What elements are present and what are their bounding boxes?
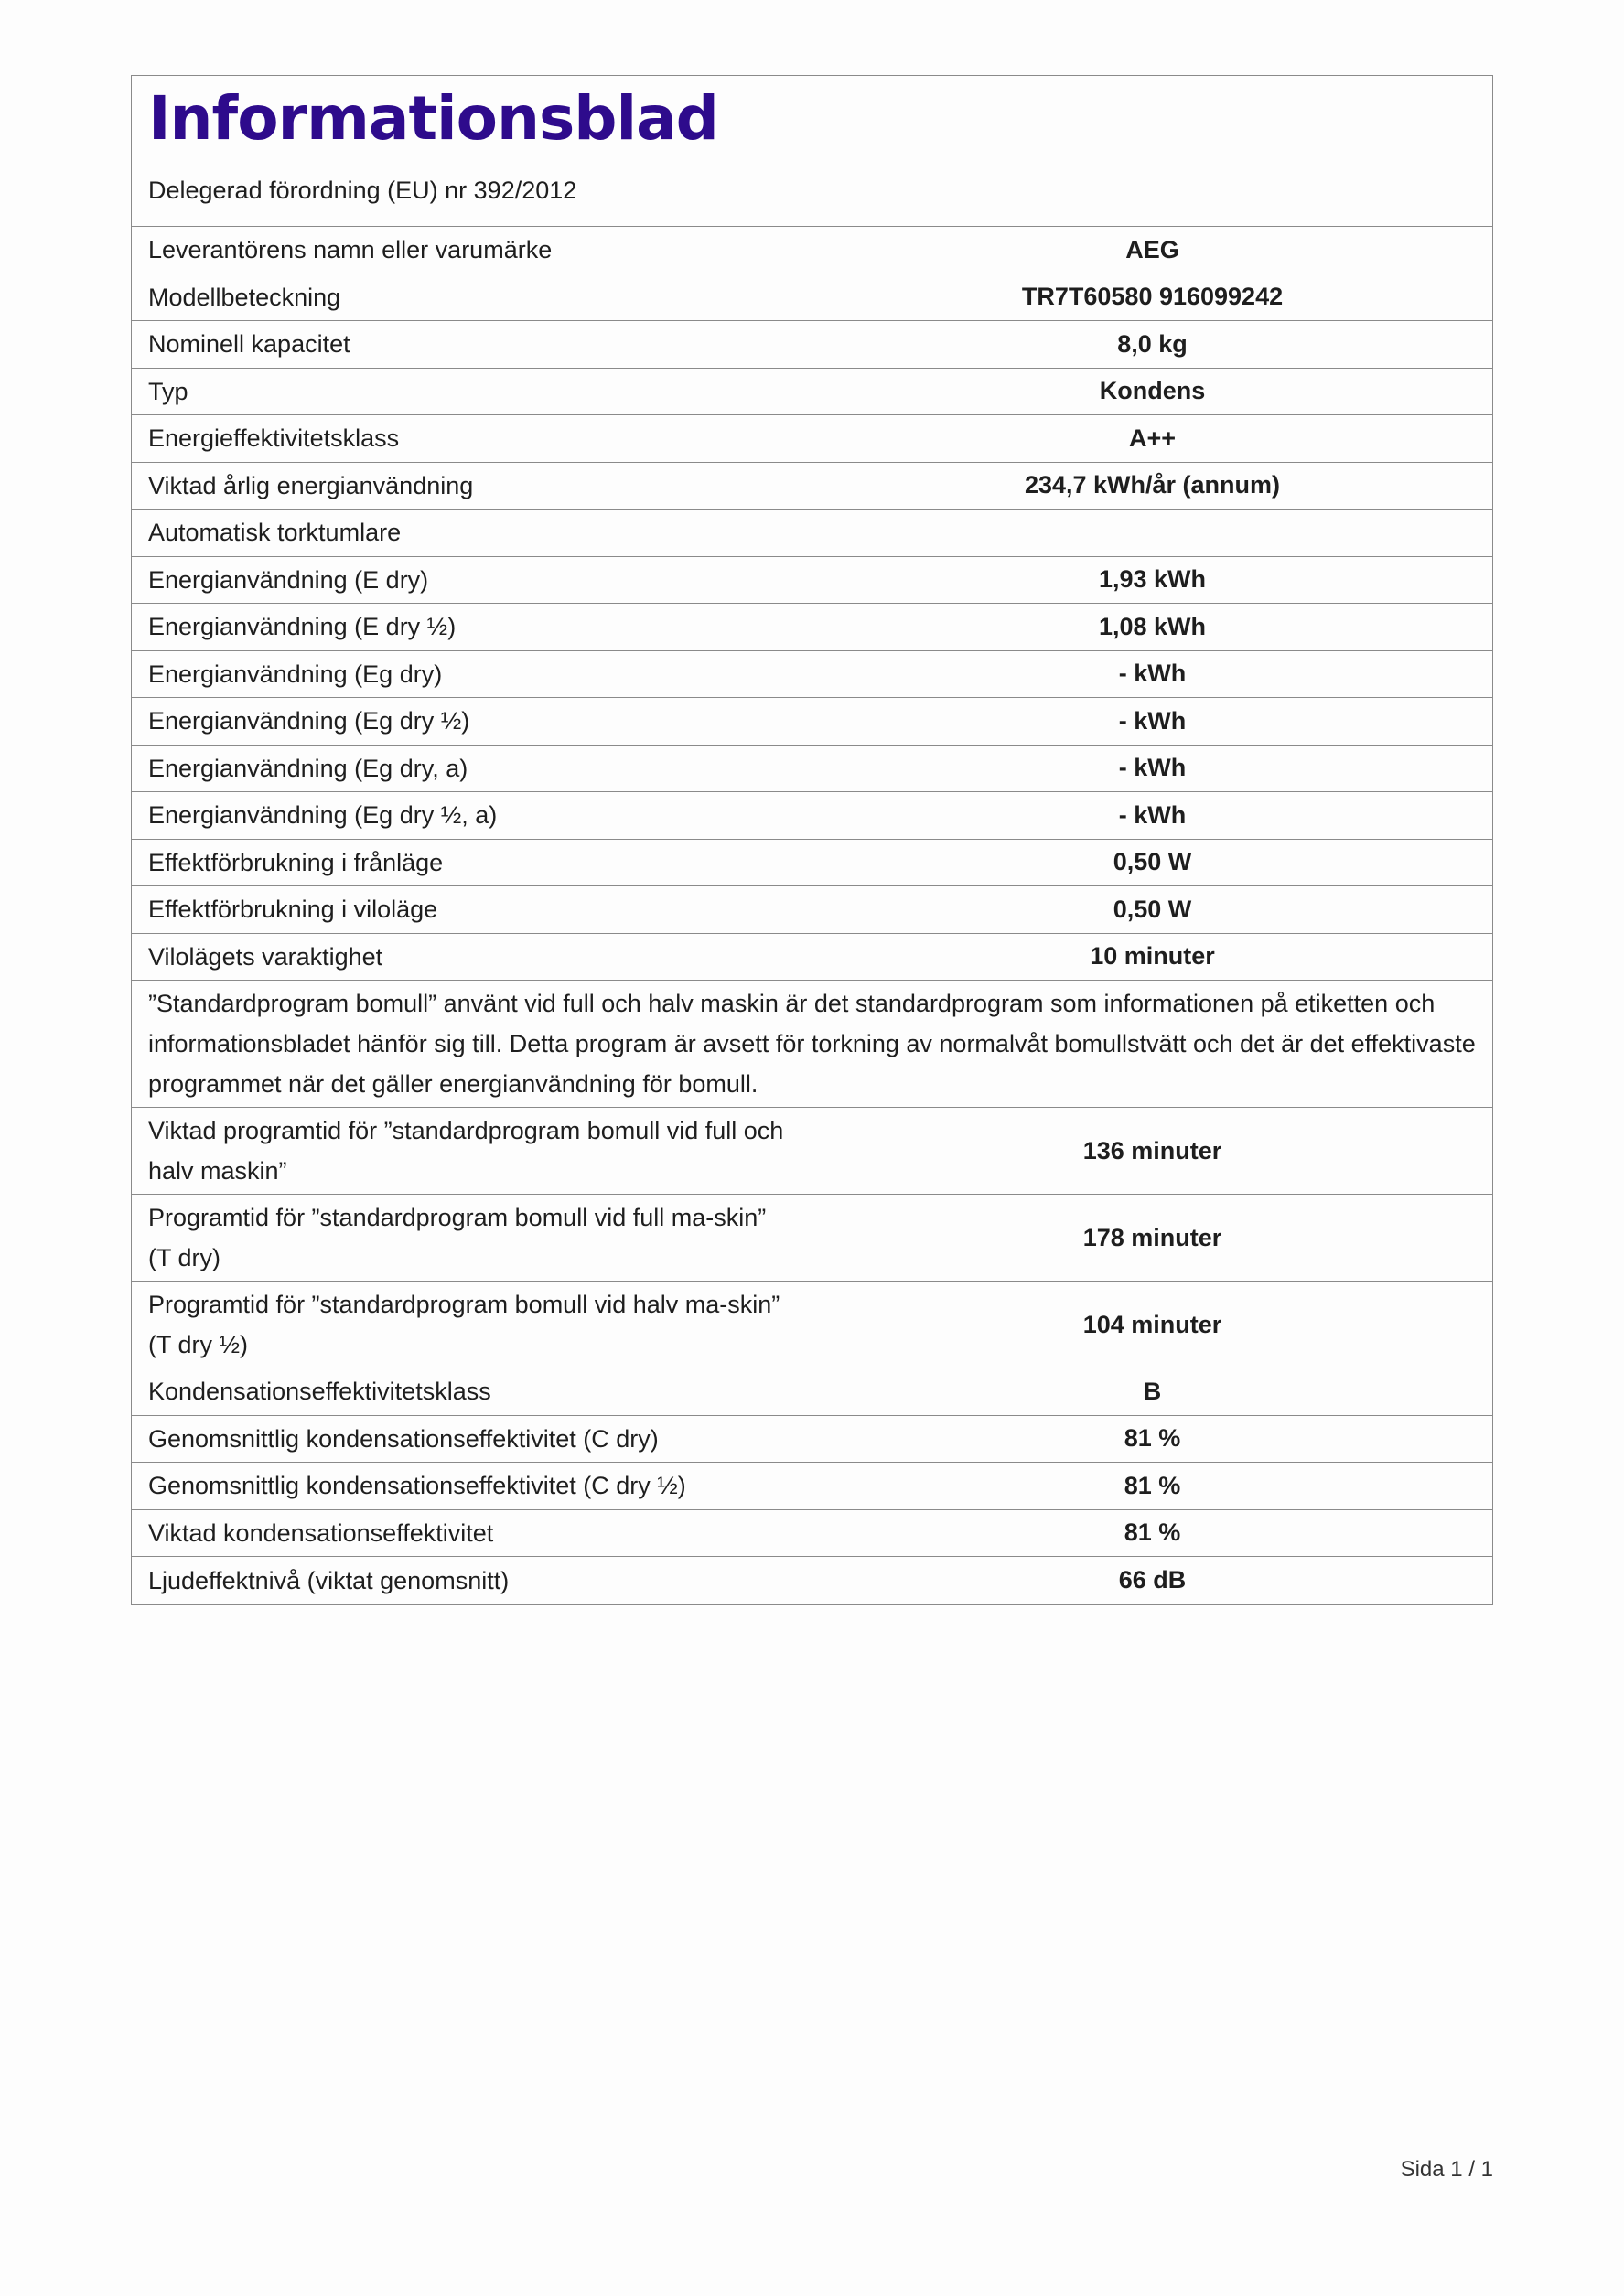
row-weighted-condensation — [132, 1510, 1492, 1558]
row-value: TR7T60580 916099242 — [1021, 283, 1284, 311]
row-standard-program-note — [132, 981, 1492, 1108]
row-label: Automatisk torktumlare — [148, 519, 402, 547]
row-power-off-mode — [132, 840, 1492, 887]
row-label: Viktad årlig energianvändning — [132, 463, 812, 510]
row-value: 81 % — [1124, 1518, 1181, 1547]
row-label: Energianvändning (Eg dry ½) — [132, 698, 812, 745]
row-annual-energy — [132, 463, 1492, 510]
row-energy-e-dry — [132, 557, 1492, 605]
row-energy-eg-dry-a — [132, 746, 1492, 793]
row-label: Genomsnittlig kondensationseffektivitet (C dry) — [132, 1416, 812, 1463]
row-label: Energieffektivitetsklass — [132, 415, 812, 462]
row-value: A++ — [1128, 424, 1177, 452]
page-title: Informationsblad — [148, 83, 718, 154]
row-label: Genomsnittlig kondensationseffektivitet (C dry ½) — [132, 1463, 812, 1509]
row-value: - kWh — [1118, 800, 1187, 829]
row-type — [132, 369, 1492, 416]
row-supplier — [132, 227, 1492, 274]
row-label: Programtid för ”standardprogram bomull vid halv ma-skin” (T dry ½) — [132, 1282, 812, 1368]
row-energy-eg-dry-half — [132, 698, 1492, 746]
row-label: Kondensationseffektivitetsklass — [132, 1368, 812, 1415]
row-label: Nominell kapacitet — [132, 321, 812, 368]
sheet-header — [132, 76, 1492, 227]
row-label: Ljudeffektnivå (viktat genomsnitt) — [132, 1557, 812, 1604]
row-value: 136 minuter — [1082, 1136, 1222, 1164]
row-label: Typ — [132, 369, 812, 415]
row-value: Kondens — [1099, 377, 1206, 405]
row-value: 234,7 kWh/år (annum) — [1024, 471, 1281, 499]
row-value: 81 % — [1124, 1424, 1181, 1453]
row-label: Viktad kondensationseffektivitet — [132, 1510, 812, 1557]
row-sound-power — [132, 1557, 1492, 1604]
row-value: 1,93 kWh — [1098, 565, 1207, 594]
row-left-on-duration — [132, 934, 1492, 982]
row-label: Modellbeteckning — [132, 274, 812, 321]
row-energy-eg-dry-half-a — [132, 792, 1492, 840]
row-value: 8,0 kg — [1117, 329, 1188, 358]
row-label: Programtid för ”standardprogram bomull vid full ma-skin” (T dry) — [132, 1195, 812, 1281]
row-label: Effektförbrukning i frånläge — [132, 840, 812, 886]
row-condensation-class — [132, 1368, 1492, 1416]
row-automatic-dryer — [132, 510, 1492, 557]
row-value: 66 dB — [1118, 1566, 1187, 1594]
row-value: 0,50 W — [1113, 895, 1192, 923]
row-condensation-c-dry — [132, 1416, 1492, 1464]
row-value: 81 % — [1124, 1471, 1181, 1499]
row-energy-e-dry-half — [132, 604, 1492, 651]
page-number: Sida 1 / 1 — [1400, 2157, 1493, 2182]
row-value: - kWh — [1118, 754, 1187, 782]
row-power-left-on-mode — [132, 886, 1492, 934]
row-value: 1,08 kWh — [1098, 612, 1207, 640]
row-value: AEG — [1125, 235, 1179, 263]
row-model — [132, 274, 1492, 322]
row-label: Effektförbrukning i viloläge — [132, 886, 812, 933]
row-weighted-program-time — [132, 1108, 1492, 1195]
information-sheet — [131, 75, 1493, 1605]
row-label: Energianvändning (E dry ½) — [132, 604, 812, 650]
row-label: Energianvändning (Eg dry) — [132, 651, 812, 698]
row-value: - kWh — [1118, 660, 1187, 688]
regulation-subtitle: Delegerad förordning (EU) nr 392/2012 — [148, 177, 577, 204]
row-value: 10 minuter — [1090, 942, 1215, 971]
row-label: Energianvändning (Eg dry, a) — [132, 746, 812, 792]
row-label: Energianvändning (Eg dry ½, a) — [132, 792, 812, 839]
row-label: Vilolägets varaktighet — [132, 934, 812, 981]
row-value: 0,50 W — [1113, 848, 1192, 876]
row-capacity — [132, 321, 1492, 369]
row-energy-eg-dry — [132, 651, 1492, 699]
row-program-time-full — [132, 1195, 1492, 1282]
row-value: B — [1143, 1377, 1162, 1405]
row-value: - kWh — [1118, 706, 1187, 735]
row-program-time-half — [132, 1282, 1492, 1368]
row-condensation-c-dry-half — [132, 1463, 1492, 1510]
row-energy-class — [132, 415, 1492, 463]
note-text: ”Standardprogram bomull” använt vid full och halv maskin är det standardprogram som informationen på etiketten och informationsbladet hänför sig till. Detta program är avsett för torkning av normalvåt bomullstvätt och det är det effektivaste programmet när det gäller energianvändning för bomull. — [148, 990, 1476, 1098]
row-label: Energianvändning (E dry) — [132, 557, 812, 604]
row-label: Viktad programtid för ”standardprogram bomull vid full och halv maskin” — [132, 1108, 812, 1194]
row-label: Leverantörens namn eller varumärke — [132, 227, 812, 274]
row-value: 104 minuter — [1082, 1310, 1222, 1338]
row-value: 178 minuter — [1082, 1223, 1222, 1251]
